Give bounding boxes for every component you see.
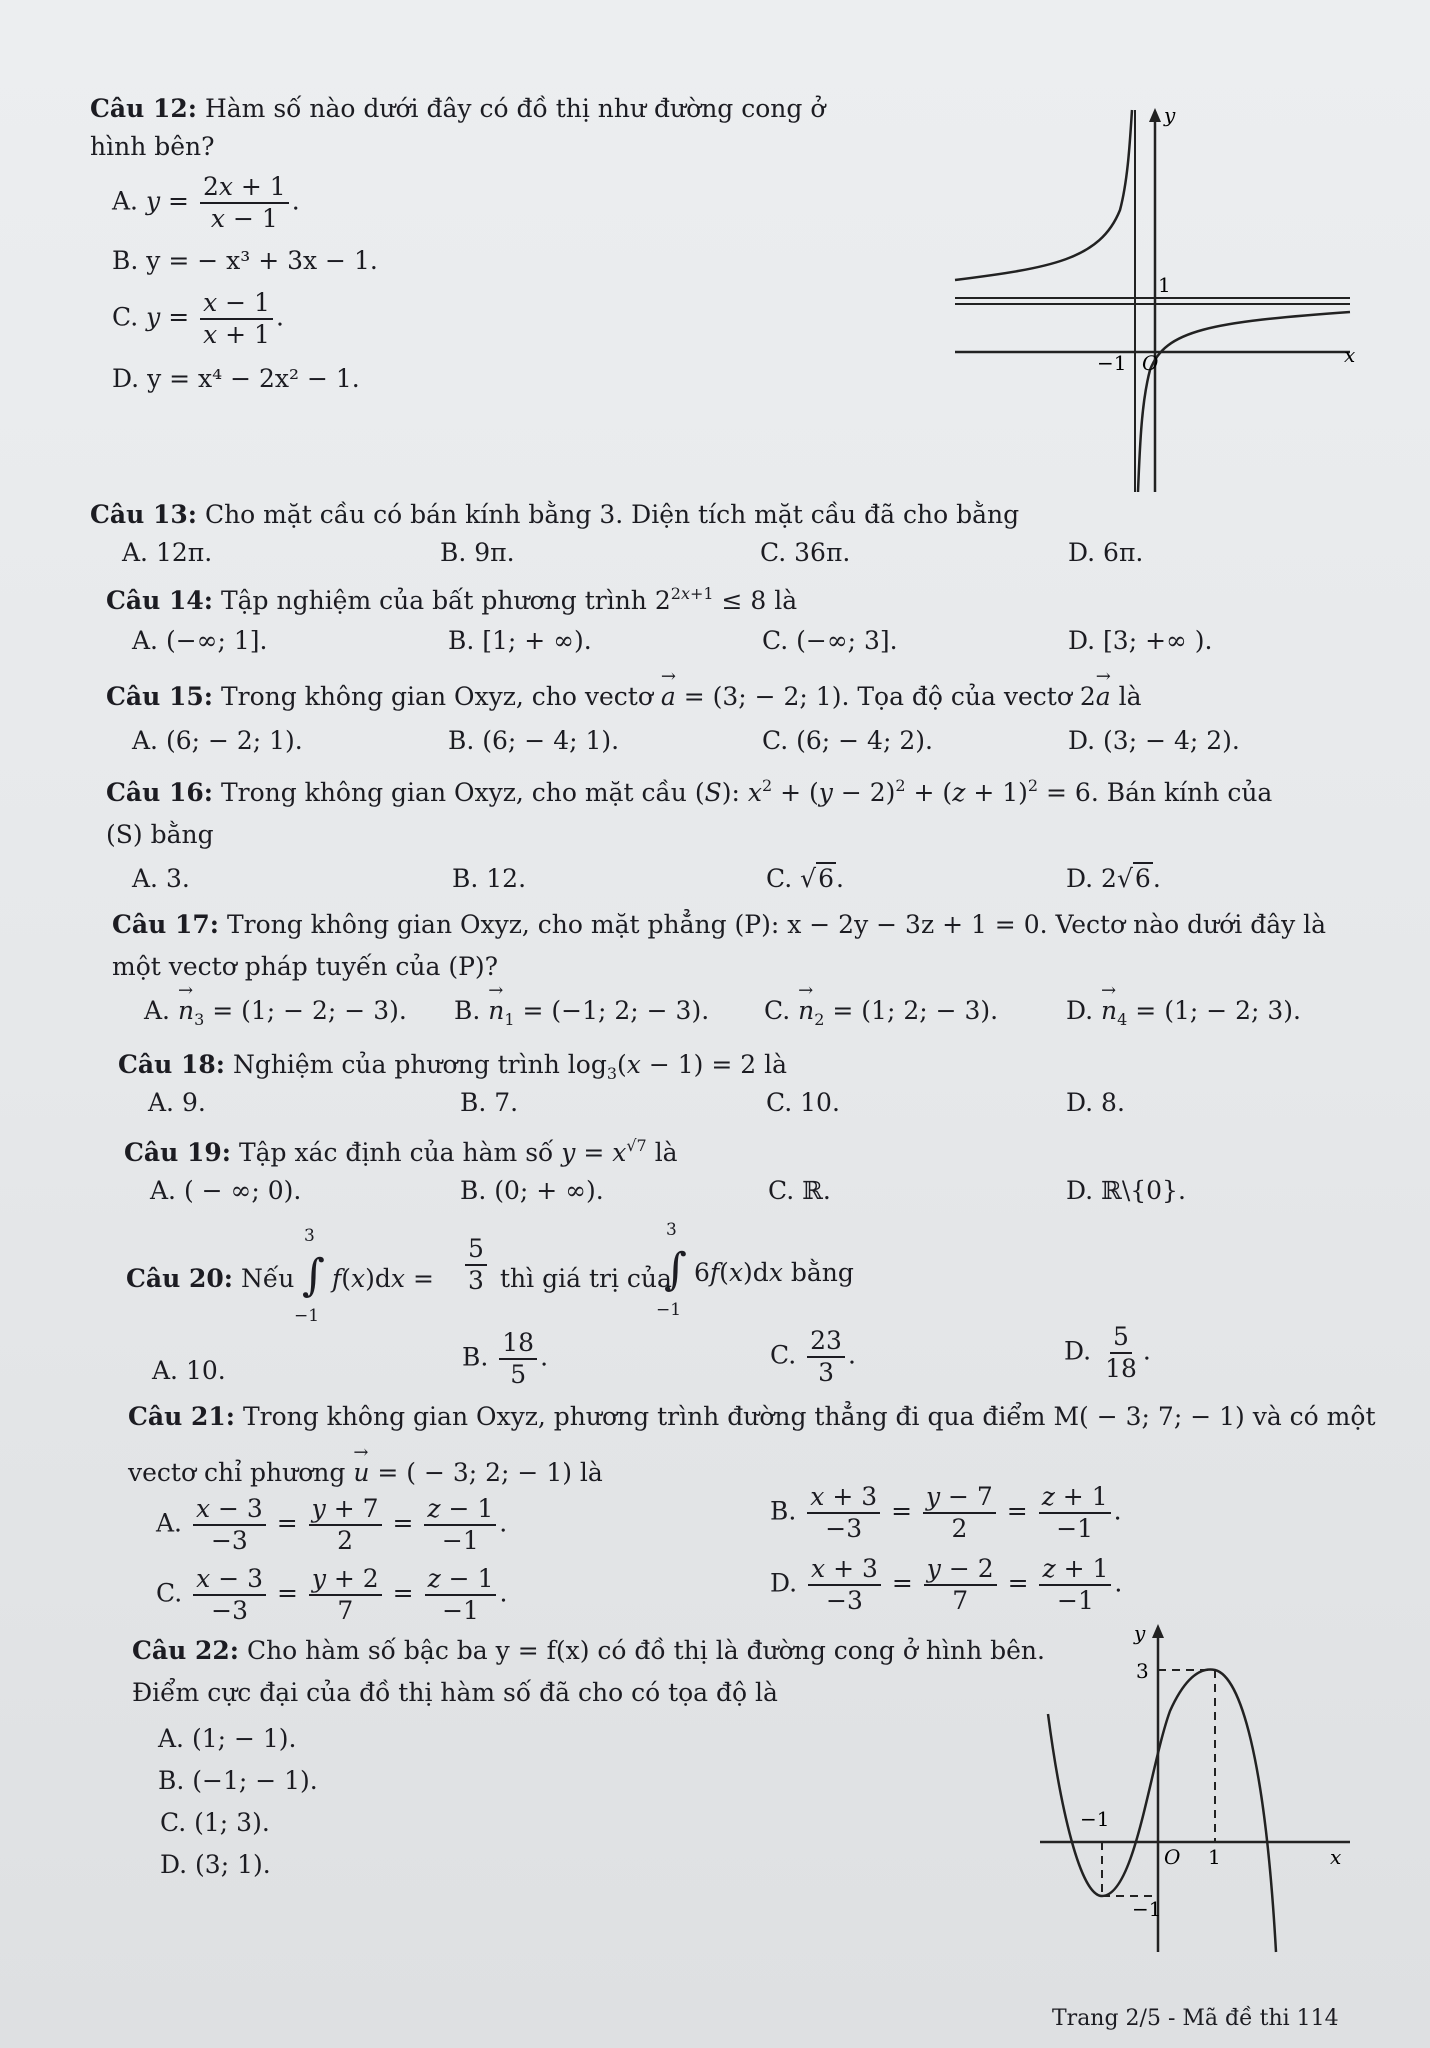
q17-option-d[interactable]: D. → $n_4 = (1$; − 2; 3).	[1066, 994, 1301, 1028]
q19-option-a[interactable]: A. ( − ∞; 0).	[150, 1176, 302, 1205]
q12-option-b[interactable]: B. y = − x³ + 3x − 1.	[112, 246, 378, 275]
q16-option-c[interactable]: C. √6.	[766, 864, 844, 893]
q17-option-a[interactable]: A. → $n_3 = (1$; − 2; − 3).	[144, 994, 407, 1028]
q14-stem: Câu 14: Tập nghiệm của bất phương trình $2^{2x+1} \le 8$ là	[106, 584, 798, 615]
q22-three-label: 3	[1136, 1659, 1149, 1683]
q13-option-c[interactable]: C. 36π.	[760, 538, 851, 567]
q20-integral-sign-1: ∫	[302, 1250, 325, 1301]
q14-option-c[interactable]: C. (−∞; 3].	[762, 626, 898, 655]
q12-y-arrow-icon	[1149, 108, 1161, 122]
q15-option-a[interactable]: A. (6; − 2; 1).	[132, 726, 303, 755]
q21-option-b[interactable]: B. $\frac{x + 3}{-3}$ = $\frac{y - 7}{2}$ = $\frac{z + 1}{-1}$ .	[770, 1482, 1122, 1543]
q16-option-d[interactable]: D. 2√6.	[1066, 864, 1161, 893]
q22-cubic-graph	[1040, 1616, 1360, 1956]
q17-option-b[interactable]: B. → $n_1 = (-1$; 2; − 3).	[454, 994, 709, 1028]
q14-option-a[interactable]: A. (−∞; 1].	[132, 626, 268, 655]
q18-option-b[interactable]: B. 7.	[460, 1088, 519, 1117]
q22-y-label: y	[1134, 1621, 1146, 1645]
q20-integral-expression-1: f(x)dx =	[332, 1264, 434, 1293]
q12-x-label: x	[1344, 343, 1356, 367]
q21-option-c[interactable]: C. $\frac{x - 3}{-3}$ = $\frac{y + 2}{7}$ = $\frac{z - 1}{-1}$ .	[156, 1564, 508, 1625]
q14-option-d[interactable]: D. [3; +∞ ).	[1068, 626, 1213, 655]
q12-hyperbola-graph	[950, 100, 1360, 495]
q12-one-label: 1	[1158, 273, 1171, 297]
q20-fraction-5-3: $\frac{5}{3}$	[462, 1234, 490, 1296]
q21-option-d[interactable]: D. $\frac{x + 3}{-3}$ = $\frac{y - 2}{7}$ = $\frac{z + 1}{-1}$ .	[770, 1554, 1123, 1615]
q12-curve-left	[955, 110, 1132, 280]
q12-stem-line2: hình bên?	[90, 132, 215, 161]
q17-stem-line2: một vectơ pháp tuyến của (P)?	[112, 952, 499, 981]
q17-option-c[interactable]: C. → $n_2 = (1$; 2; − 3).	[764, 994, 998, 1028]
q12-curve-right	[1138, 312, 1350, 492]
q15-stem: Câu 15: Trong không gian Oxyz, cho vectơ → a = (3; − 2; 1). Tọa độ của vectơ 2→ a là	[106, 680, 1142, 714]
q16-option-b[interactable]: B. 12.	[452, 864, 527, 893]
q13-option-d[interactable]: D. 6π.	[1068, 538, 1144, 567]
q22-minus-one-y-label: −1	[1132, 1897, 1162, 1921]
q19-option-d[interactable]: D. ℝ\{0}.	[1066, 1176, 1186, 1205]
q12-option-a[interactable]: A. y = $\frac{2x + 1}{x - 1}$ .	[112, 172, 300, 233]
q18-stem: Câu 18: Nghiệm của phương trình $\log_3(x - 1) = 2$ là	[118, 1050, 788, 1083]
q12-y-label: y	[1164, 103, 1176, 127]
q19-option-b[interactable]: B. (0; + ∞).	[460, 1176, 604, 1205]
q20-option-a[interactable]: A. 10.	[152, 1356, 226, 1385]
q19-option-c[interactable]: C. ℝ.	[768, 1176, 831, 1205]
q18-option-a[interactable]: A. 9.	[148, 1088, 206, 1117]
q16-option-a[interactable]: A. 3.	[132, 864, 190, 893]
q22-option-b[interactable]: B. (−1; − 1).	[158, 1766, 318, 1795]
q20-lower-limit-2: −1	[656, 1300, 682, 1320]
q17-stem: Câu 17: Trong không gian Oxyz, cho mặt phẳng (P): x − 2y − 3z + 1 = 0. Vectơ nào dưới đây là	[112, 910, 1327, 939]
q15-option-d[interactable]: D. (3; − 4; 2).	[1068, 726, 1240, 755]
q20-upper-limit-1: 3	[304, 1226, 315, 1246]
q22-y-arrow-icon	[1152, 1624, 1164, 1638]
q15-option-b[interactable]: B. (6; − 4; 1).	[448, 726, 620, 755]
q13-stem: Câu 13: Cho mặt cầu có bán kính bằng 3. Diện tích mặt cầu đã cho bằng	[90, 500, 1020, 529]
q20-integral-expression-2: 6f(x)dx bằng	[694, 1258, 854, 1287]
q22-stem-line2: Điểm cực đại của đồ thị hàm số đã cho có tọa độ là	[132, 1678, 778, 1707]
q22-one-label: 1	[1208, 1845, 1221, 1869]
q21-stem: Câu 21: Trong không gian Oxyz, phương trình đường thẳng đi qua điểm M( − 3; 7; − 1) và có một	[128, 1402, 1376, 1431]
q18-option-c[interactable]: C. 10.	[766, 1088, 840, 1117]
q19-stem: Câu 19: Tập xác định của hàm số $y = x^{√7}$ là	[124, 1136, 678, 1167]
q12-origin-label: O	[1142, 351, 1159, 375]
q14-option-b[interactable]: B. [1; + ∞).	[448, 626, 592, 655]
q22-origin-label: O	[1164, 1845, 1181, 1869]
q16-stem-line2: (S) bằng	[106, 820, 214, 849]
q12-option-c[interactable]: C. y = $\frac{x - 1}{x + 1}$ .	[112, 288, 284, 349]
q22-minus-one-x-label: −1	[1080, 1807, 1110, 1831]
q13-option-b[interactable]: B. 9π.	[440, 538, 515, 567]
q13-option-a[interactable]: A. 12π.	[122, 538, 213, 567]
q12-stem-line1: Câu 12: Hàm số nào dưới đây có đồ thị như đường cong ở	[90, 94, 826, 123]
q20-integral-sign-2: ∫	[664, 1244, 687, 1295]
q20-option-b[interactable]: B. $\frac{18}{5}$ .	[462, 1328, 549, 1389]
q21-option-a[interactable]: A. $\frac{x - 3}{-3}$ = $\frac{y + 7}{2}$ = $\frac{z - 1}{-1}$ .	[156, 1494, 508, 1555]
q22-option-d[interactable]: D. (3; 1).	[160, 1850, 271, 1879]
q16-stem: Câu 16: Trong không gian Oxyz, cho mặt cầu (S): $x^2 + (y - 2)^2 + (z + 1)^2 = 6$. Bán kính của	[106, 776, 1273, 807]
q20-lower-limit-1: −1	[294, 1306, 320, 1326]
q18-option-d[interactable]: D. 8.	[1066, 1088, 1125, 1117]
q12-option-d[interactable]: D. y = x⁴ − 2x² − 1.	[112, 364, 360, 393]
q22-option-a[interactable]: A. (1; − 1).	[158, 1724, 297, 1753]
page-footer: Trang 2/5 - Mã đề thi 114	[1052, 2006, 1339, 2031]
q22-x-label: x	[1330, 1845, 1342, 1869]
q20-option-c[interactable]: C. $\frac{23}{3}$ .	[770, 1326, 856, 1387]
q20-stem-prefix: Câu 20: Nếu	[126, 1264, 295, 1293]
q22-option-c[interactable]: C. (1; 3).	[160, 1808, 270, 1837]
q20-option-d[interactable]: D. $\frac{5}{18}$ .	[1064, 1322, 1151, 1383]
q22-stem: Câu 22: Cho hàm số bậc ba y = f(x) có đồ thị là đường cong ở hình bên.	[132, 1636, 1045, 1665]
q20-upper-limit-2: 3	[666, 1220, 677, 1240]
q20-stem-mid: thì giá trị của	[500, 1264, 672, 1293]
q21-stem-line2: vectơ chỉ phương → u = ( − 3; 2; − 1) là	[128, 1456, 603, 1490]
q12-minus-one-label: −1	[1097, 351, 1127, 375]
q15-option-c[interactable]: C. (6; − 4; 2).	[762, 726, 933, 755]
